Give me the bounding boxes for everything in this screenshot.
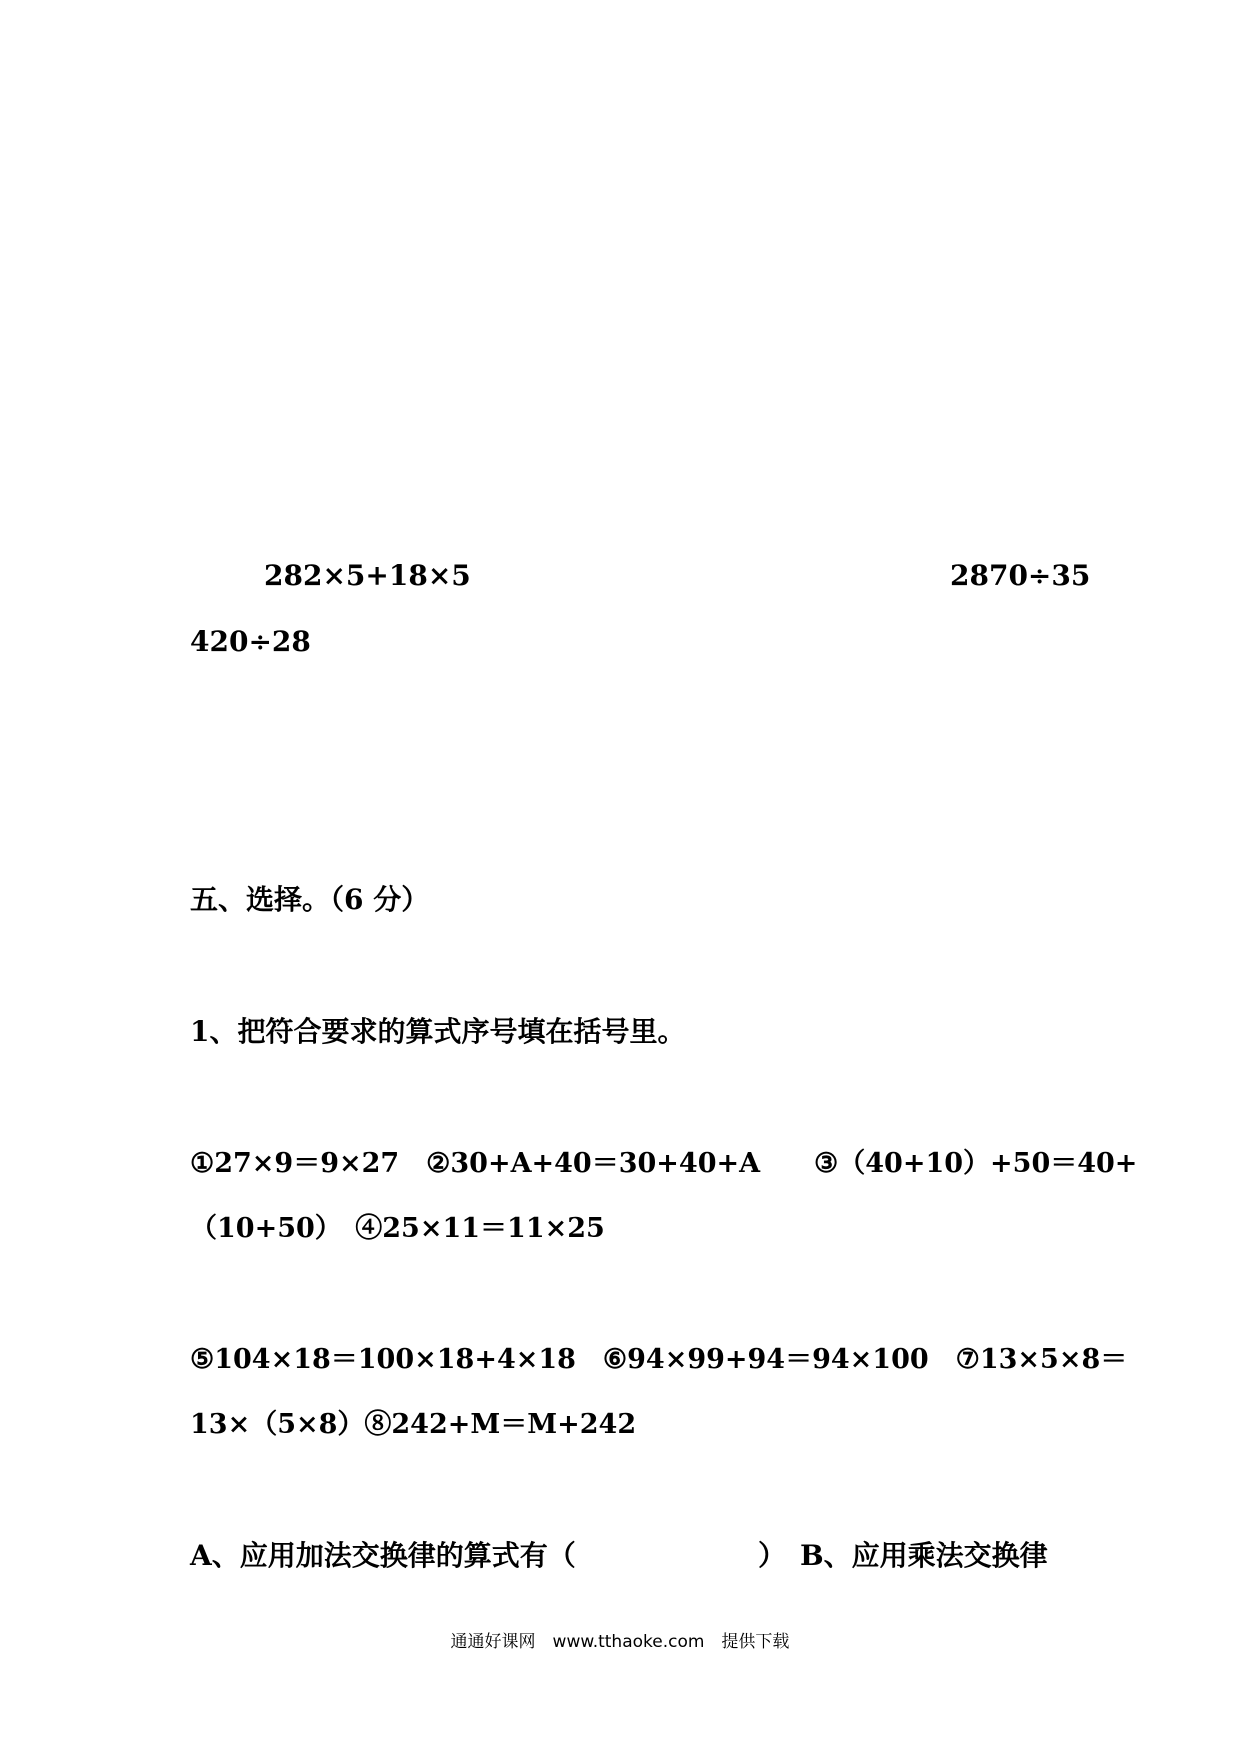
question-a-close-paren: ） xyxy=(758,1539,787,1572)
footer-text: 通通好课网 www.tthaoke.com 提供下载 xyxy=(450,1632,790,1652)
calc-expression-1: 282×5+18×5 xyxy=(264,559,471,592)
question-a-label: A、应用加法交换律的算式有（ xyxy=(190,1539,576,1572)
question-prompt: 1、把符合要求的算式序号填在括号里。 xyxy=(190,1015,686,1048)
calc-expression-3: 420÷28 xyxy=(190,625,311,658)
formula-line-4: 13×（5×8）⑧242+M＝M+242 xyxy=(190,1409,637,1440)
section-heading: 五、选择。（6 分） xyxy=(190,883,430,916)
formula-line-1: ①27×9＝9×27 ②30+A+40＝30+40+A ③（40+10）+50＝40+ xyxy=(190,1148,1138,1179)
calc-expression-2: 2870÷35 xyxy=(950,559,1091,592)
formula-line-2: （10+50） ④25×11＝11×25 xyxy=(190,1213,605,1244)
formula-line-3: ⑤104×18＝100×18+4×18 ⑥94×99+94＝94×100 ⑦13×5×8＝ xyxy=(190,1344,1128,1375)
question-b-label: B、应用乘法交换律 xyxy=(800,1539,1048,1572)
